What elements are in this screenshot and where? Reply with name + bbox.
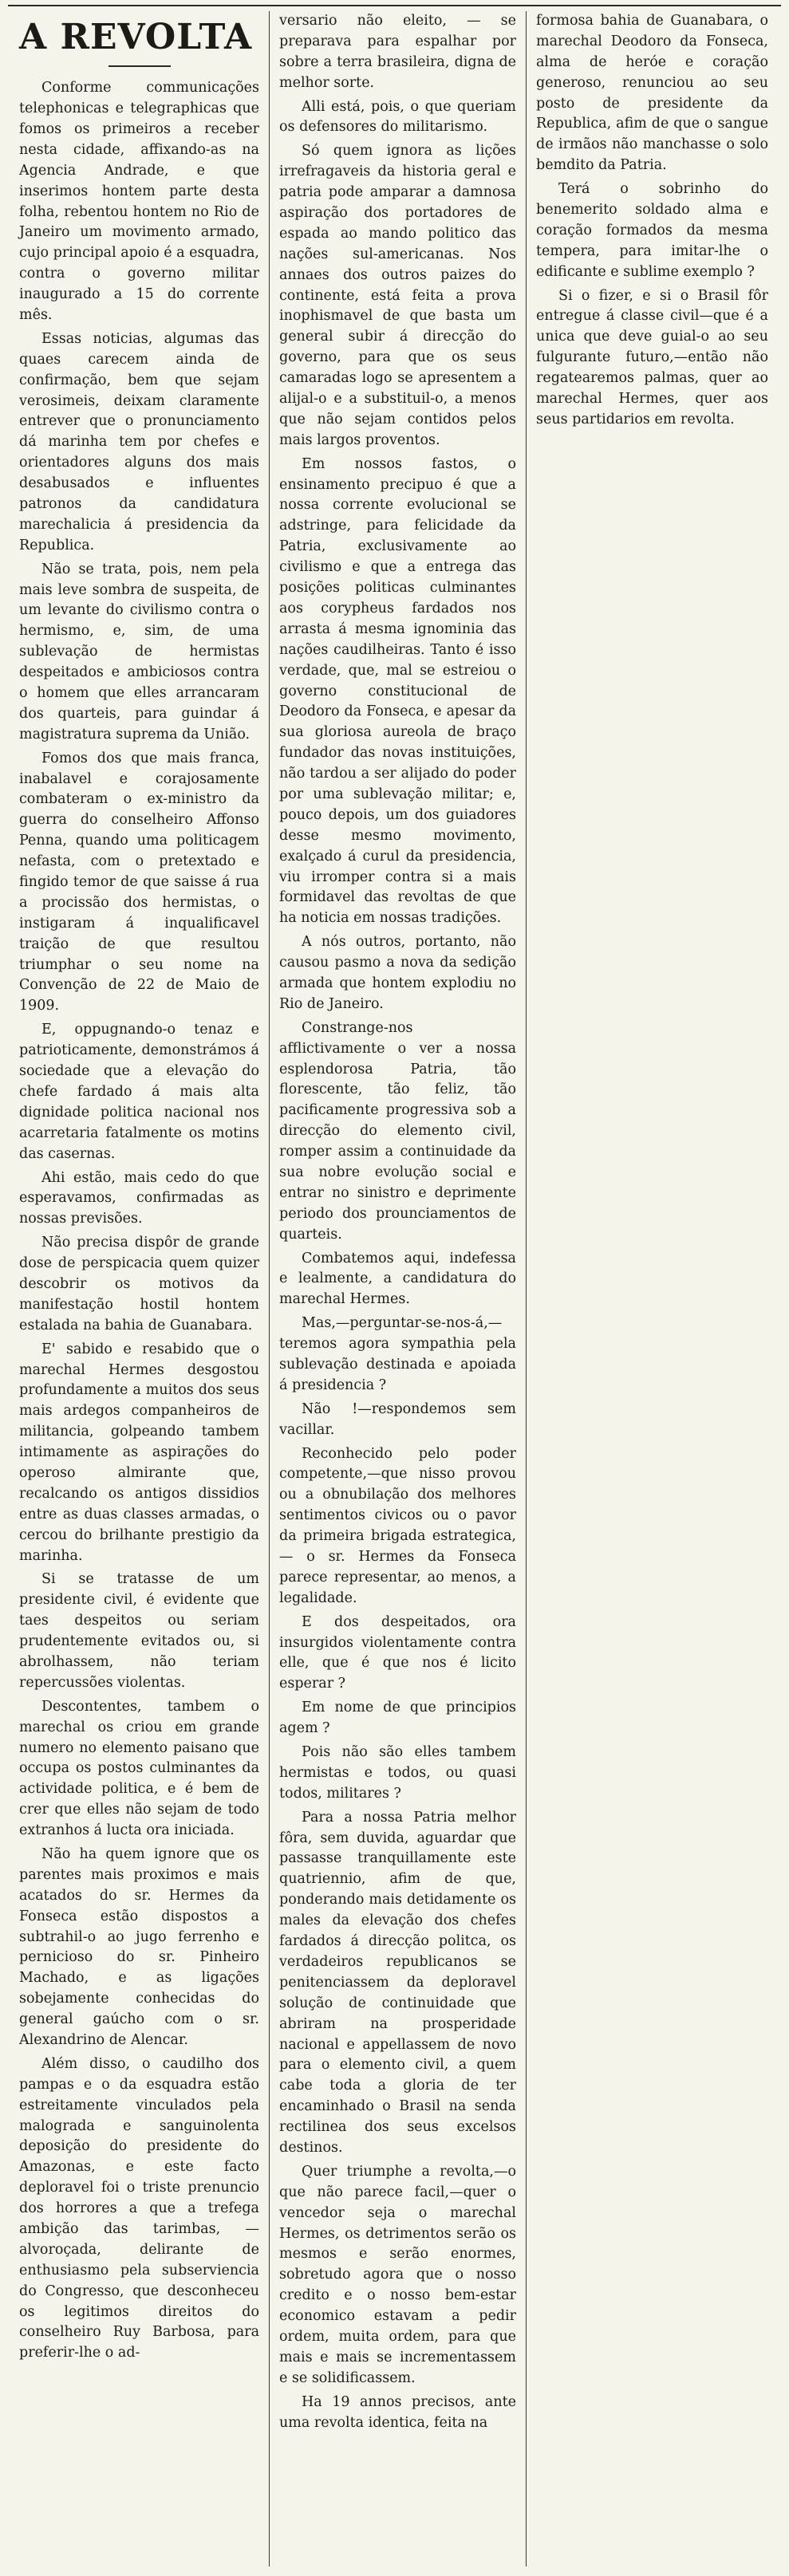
paragraph: Fomos dos que mais franca, inabalavel e corajosamente combateram o ex-ministro da guerra do conselheiro Affonso Penna, quando uma politicagem nefasta, com o pretextado e fingido temor de que saisse á rua a procissão dos hermistas, o instigaram á inqualificavel traição de que resultou triumphar o seu nome na Convenção de 22 de Maio de 1909.: [19, 750, 259, 1014]
paragraph: Não se trata, pois, nem pela mais leve sombra de suspeita, de um levante do civilismo contra o hermismo, e, sim, de uma sublevação de hermistas despeitados e ambiciosos contra o homem que elles arrancaram dos quarteis, para guindar á magistratura suprema da União.: [19, 561, 259, 742]
paragraph: Si o fizer, e si o Brasil fôr entregue á classe civil—que é a unica que deve guial-o ao seu fulgurante futuro,—então não regatearemos palmas, quer ao marechal Hermes, quer aos seus partidarios em revolta.: [536, 287, 768, 427]
top-rule: [8, 5, 781, 6]
paragraph: E' sabido e resabido que o marechal Hermes desgostou profundamente a muitos dos seus mais ardegos companheiros de militancia, golpeando tambem intimamente as aspirações do operoso almirante que, recalcando os antigos dissidios entre as duas classes armadas, o cercou do brilhante prestigio da marinha.: [19, 1341, 259, 1564]
paragraph: E dos despeitados, ora insurgidos violentamente contra elle, que é que nos é licito esperar ?: [279, 1613, 516, 1692]
paragraph-continuation: formosa bahia de Guanabara, o marechal Deodoro da Fonseca, alma de heróe e coração generoso, renunciou ao seu posto de presidente da Republica, afim de que o sangue de irmãos não manchasse o solo bemdito da Patria.: [536, 13, 768, 174]
headline-rule: [108, 65, 171, 67]
paragraph: Reconhecido pelo poder competente,—que nisso provou ou a obnubilação dos melhores sentimentos civicos ou o pavor da primeira brigada estrategica,— o sr. Hermes da Fonseca parece representar, ao menos, a legalidade.: [279, 1445, 516, 1606]
column-1: [13, 11, 269, 2566]
paragraph: Essas noticias, algumas das quaes carecem ainda de confirmação, bem que sejam verosimeis, deixam claramente entrever que o pronunciamento dá marinha tem por chefes e orientadores alguns dos mais desabusados e influentes patronos da candidatura marechalicia á presidencia da Republica.: [19, 330, 259, 553]
paragraph-continuation: versario não eleito, — se preparava para espalhar por sobre a terra brasileira, digna de melhor sorte.: [279, 13, 516, 91]
paragraph: Constrange-nos afflictivamente o ver a nossa esplendorosa Patria, tão florescente, tão feliz, tão pacificamente progressiva sob a direcção do elemento civil, romper assim a continuidade da sua nobre evolução social e entrar no sinistro e deprimente periodo dos prounciamentos de quarteis.: [279, 1019, 516, 1243]
paragraph: Alli está, pois, o que queriam os defensores do militarismo.: [279, 98, 516, 136]
paragraph: A nós outros, portanto, não causou pasmo a nova da sedição armada que hontem explodiu no Rio de Janeiro.: [279, 934, 516, 1012]
paragraph: Não ha quem ignore que os parentes mais proximos e mais acatados do sr. Hermes da Fonseca estão dispostos a subtrahil-o ao jugo ferrenho e pernicioso do sr. Pinheiro Machado, e as ligações sobejamente conhecidas do general gaúcho com o sr. Alexandrino de Alencar.: [19, 1846, 259, 2049]
paragraph: Descontentes, tambem o marechal os criou em grande numero no elemento paisano que occupa os postos culminantes da actividade politica, e é bem de crer que elles não sejam de todo extranhos á lucta ora iniciada.: [19, 1698, 259, 1839]
paragraph: Em nossos fastos, o ensinamento precipuo é que a nossa corrente evolucional se adstringe, para felicidade da Patria, exclusivamente ao civilismo e que a entrega das posições politicas culminantes aos corypheus fardados nos arrasta á mesma ignominia das nações caudilheiras. Tanto é isso verdade, que, mal se estreiou o governo constitucional de Deodoro da Fonseca, e apesar da sua gloriosa aureola de braço fundador das novas instituições, não tardou a ser alijado do poder por uma sublevação militar; e, pouco depois, um dos guiadores desse mesmo movimento, exalçado á curul da presidencia, viu irromper contra si a mais formidavel das revoltas de que ha noticia em nossas tradições.: [279, 455, 516, 927]
paragraph: Quer triumphe a revolta,—o que não parece facil,—quer o vencedor seja o marechal Hermes, os detrimentos serão os mesmos e serão enormes, sobretudo agora que o nosso credito e o nosso bem-estar economico estavam a pedir ordem, muita ordem, para que mais e mais se incrementassem e se solidificassem.: [279, 2163, 516, 2386]
article-headline: A REVOLTA: [19, 17, 253, 57]
column-3: [526, 11, 778, 2566]
article-columns: [13, 11, 778, 2566]
paragraph: Além disso, o caudilho dos pampas e o da esquadra estão estreitamente vinculados pela malograda e sanguinolenta deposição do presidente do Amazonas, e este facto deploravel foi o triste prenuncio dos horrores a que a trefega ambição das tarimbas, — alvoroçada, delirante de enthusiasmo pela subserviencia do Congresso, que desconheceu os legitimos direitos do conselheiro Ruy Barbosa, para preferir-lhe o ad-: [19, 2055, 259, 2361]
paragraph: Mas,—perguntar-se-nos-á,— teremos agora sympathia pela sublevação destinada e apoiada á presidencia ?: [279, 1315, 516, 1393]
paragraph: Si se tratasse de um presidente civil, é evidente que taes despeitos ou seriam prudentemente evitados ou, si abrolhassem, não teriam repercussões violentas.: [19, 1571, 259, 1691]
paragraph: Para a nossa Patria melhor fôra, sem duvida, aguardar que passasse tranquillamente este quatriennio, afim de que, ponderando mais detidamente os males da elevação dos chefes fardados á direcção politca, os verdadeiros republicanos se penitenciassem da deploravel solução de continuidade que abriram na prosperidade nacional e appellassem de novo para o elemento civil, a quem cabe toda a gloria de ter encaminhado o Brasil na senda rectilinea dos seus excelsos destinos.: [279, 1809, 516, 2156]
paragraph: Combatemos aqui, indefessa e lealmente, a candidatura do marechal Hermes.: [279, 1250, 516, 1308]
paragraph: Conforme communicações telephonicas e telegraphicas que fomos os primeiros a receber nesta cidade, affixando-as na Agencia Andrade, e que inserimos hontem parte desta folha, rebentou hontem no Rio de Janeiro um movimento armado, cujo principal apoio é a esquadra, contra o governo militar inaugurado a 15 do corrente mês.: [19, 80, 259, 323]
paragraph: Não !—respondemos sem vacillar.: [279, 1400, 516, 1438]
column-2: [269, 11, 526, 2566]
paragraph: Em nome de que principios agem ?: [279, 1700, 516, 1737]
paragraph: Não precisa dispôr de grande dose de perspicacia quem quizer descobrir os motivos da manifestação hostil hontem estalada na bahia de Guanabara.: [19, 1235, 259, 1333]
paragraph: Terá o sobrinho do benemerito soldado alma e coração formados da mesma tempera, para imitar-lhe o edificante e sublime exemplo ?: [536, 181, 768, 280]
paragraph: Ha 19 annos precisos, ante uma revolta identica, feita na: [279, 2393, 516, 2431]
paragraph: Só quem ignora as lições irrefragaveis da historia geral e patria pode amparar a damnosa aspiração dos portadores de espada ao mando politico das nações sul-americanas. Nos annaes dos outros paizes do continente, está feita a prova inophismavel de que basta um general subir á direcção do governo, para que os seus camaradas logo se apresentem a alijal-o e a substituil-o, a menos que não sejam contidos pelos mais largos proventos.: [279, 143, 516, 448]
paragraph: E, oppugnando-o tenaz e patrioticamente, demonstrámos á sociedade que a elevação do chefe fardado á mais alta dignidade politica nacional nos acarretaria fatalmente os motins das casernas.: [19, 1022, 259, 1162]
paragraph: Ahi estão, mais cedo do que esperavamos, confirmadas as nossas previsões.: [19, 1169, 259, 1227]
paragraph: Pois não são elles tambem hermistas e todos, ou quasi todos, militares ?: [279, 1744, 516, 1802]
